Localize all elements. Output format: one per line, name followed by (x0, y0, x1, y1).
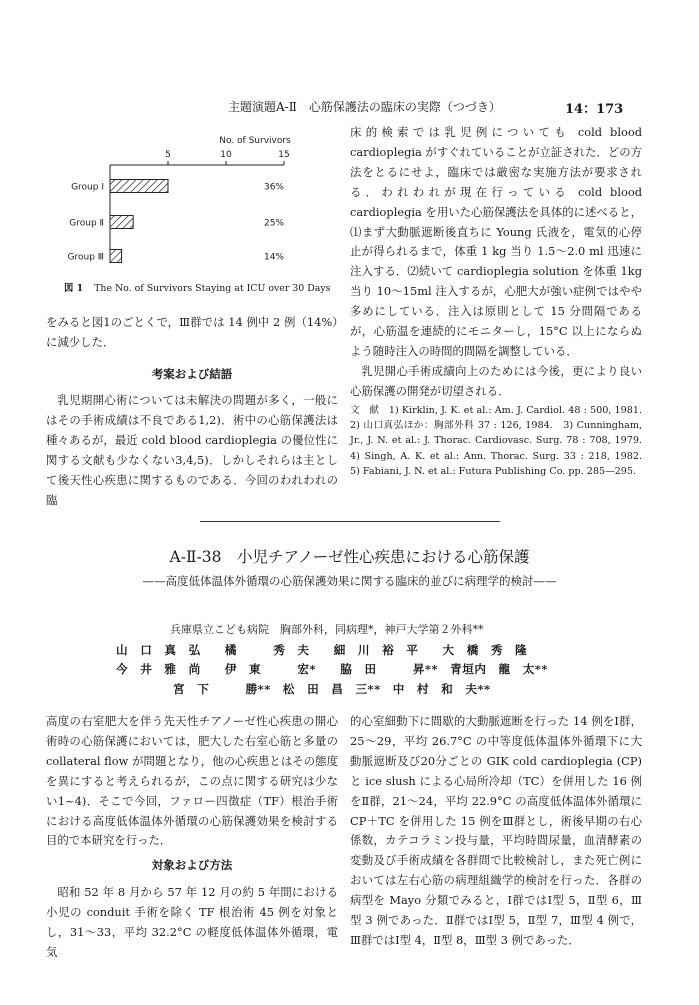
right-column-text (350, 123, 642, 402)
bar-percent-label: 25% (263, 218, 284, 229)
x-tick-label: 5 (165, 150, 171, 160)
chart-title: No. of Survivors (219, 136, 291, 146)
continuation-paragraph: をみると図1のごとくで，Ⅲ群では 14 例中 2 例（14%）に減少した． (46, 315, 338, 349)
discussion-body (46, 391, 338, 510)
authors-line-2: 今 井 雅 尚 伊 東 宏* 脇 田 昇** 青垣内 龍 太** (116, 662, 548, 676)
article-title: A-Ⅱ-38 小児チアノーゼ性心疾患における心筋保護 (169, 548, 530, 566)
methods-right-paragraph: 的心室細動下に間歇的大動脈遮断を行った 14 例をⅠ群，25〜29，平均 26.7°C の中等度低体温体外循環下に大動脈遮断及び20分ごとの GIK cold cardioplegia (CP) と ice slush による心局所冷却（TC）を併用した 16 例をⅡ群，21〜24，平均 22.9°C の高度低体温体外循環に CP＋TC を併用した 15 例をⅢ群とし，術後早期の右心係数，カテコラミン投与量，平均時間尿量，血清酵素の変動及び手術成績を各群間で比較検討し，また死亡例においては左右心筋の病理組織学的検討を行った．各群の病型を Mayo 分類でみると，Ⅰ群ではⅠ型 5，Ⅱ型 6，Ⅲ型 3 例であった．Ⅱ群ではⅠ型 5，Ⅱ型 7，Ⅲ型 4 例で，Ⅲ群ではⅠ型 4，Ⅱ型 8，Ⅲ型 3 例であった． (350, 714, 642, 947)
category-label: Group Ⅲ (67, 252, 104, 263)
authors-line-1: 山 口 真 弘 橘 秀 夫 細 川 裕 平 大 橋 秀 隆 (116, 643, 528, 657)
x-tick-label: 15 (278, 150, 290, 160)
methods-left (46, 883, 338, 963)
bar-percent-label: 14% (263, 252, 284, 263)
references: 文 献 1) Kirklin, J. K. et al.: Am. J. Cardiol. 48 : 500, 1981. 2) 山口真弘ほか：胸部外科 37 : 126, 1984. 3) Cunningham, Jr., J. N. et al.: J. Thorac. Cardiovasc. Surg. 78 : 708, 1979. 4) Singh, A. K. et al.: Ann. Thorac. Surg. 33 : 218, 1982. 5) Fabiani, J. N. et al.: Futura Publishing Co. pp. 285—295. (350, 405, 652, 477)
introduction (46, 712, 338, 851)
discussion-heading: 考案および結語 (151, 367, 233, 381)
affiliation: 兵庫県立こども病院 胸部外科，同病理*，神戸大学第２外科** (170, 623, 484, 636)
category-label: Group Ⅰ (71, 182, 104, 193)
introduction-paragraph: 高度の右室肥大を伴う先天性チアノーゼ性心疾患の開心術時の心筋保護においては，肥大した右室心筋と多量の collateral flow が問題となり，他の心疾患とはその態度を異にすると考えられるが，この点に関する研究は少ない1~4)．そこで今回，ファロー四徴症（TF）根治手術における高度低体温体外循環の心筋保護効果を検討する目的で本研究を行った． (46, 714, 338, 848)
authors-line-3: 宮 下 勝** 松 田 昌 三** 中 村 和 夫** (173, 682, 491, 696)
article-subtitle: ——高度低体温体外循環の心筋保護効果に関する臨床的並びに病理学的検討—— (142, 574, 557, 588)
bar-percent-label: 36% (263, 182, 284, 193)
survivor-bar (110, 180, 168, 193)
survivor-bar (110, 216, 133, 229)
methods-left-paragraph: 昭和 52 年 8 月から 57 年 12 月の約 5 年間における小児の conduit 手術を除く TF 根治術 45 例を対象とし，31〜33，平均 32.2°C の軽度低体温体外循環，電気 (46, 885, 338, 959)
methods-heading: 対象および方法 (151, 858, 233, 872)
right-paragraph-2: 乳児開心手術成績向上のためには今後，更により良い心筋保護の開発が切望される． (350, 363, 642, 398)
figure-caption (64, 280, 330, 294)
section-divider (200, 521, 500, 522)
category-label: Group Ⅱ (69, 218, 104, 229)
x-tick-label: 10 (220, 150, 232, 160)
figure-caption-text: The No. of Survivors Staying at ICU over 30 Days (94, 283, 331, 294)
running-header-title: 主題演題A-Ⅱ 心筋保護法の臨床の実際（つづき） (228, 100, 501, 114)
right-paragraph-1: 床的検索では乳児例についても cold blood cardioplegia がすぐれていることが立証された．どの方法をとるにせよ，臨床では厳密な実施方法が要求される．われわれが現在行っている cold blood cardioplegia を用いた心筋保護法を具体的に述べると，⑴まず大動脈遮断後直ちに Young 氏液を，電気的心停止が得られるまで，体重 1 kg 当り 1.5〜2.0 ml 迅速に注入する．⑵続いて cardioplegia solution を体重 1kg 当り 10〜15ml 注入するが，心肥大が強い症例ではやや多めにしている．注入は原則として 15 分間隔であるが，心筋温を連続的にモニターし，15°C 以上にならぬよう随時注入の時間的間隔を調整している． (350, 125, 642, 358)
methods-right (350, 712, 642, 951)
survivor-bar (110, 250, 122, 263)
page-number: 14：173 (565, 102, 624, 117)
figure-label: 図 1 (64, 283, 84, 294)
survivors-bar-chart (60, 128, 340, 268)
left-column-continuation (46, 313, 338, 353)
discussion-paragraph: 乳児期開心術については未解決の問題が多く，一般にはその手術成績は不良である1,2)．術中の心筋保護法は種々あるが，最近 cold blood cardioplegia の優位性に関する文献も少なくない3,4,5)．しかしそれらは主として後天性心疾患に関するものである．今回のわれわれの臨 (46, 393, 338, 507)
